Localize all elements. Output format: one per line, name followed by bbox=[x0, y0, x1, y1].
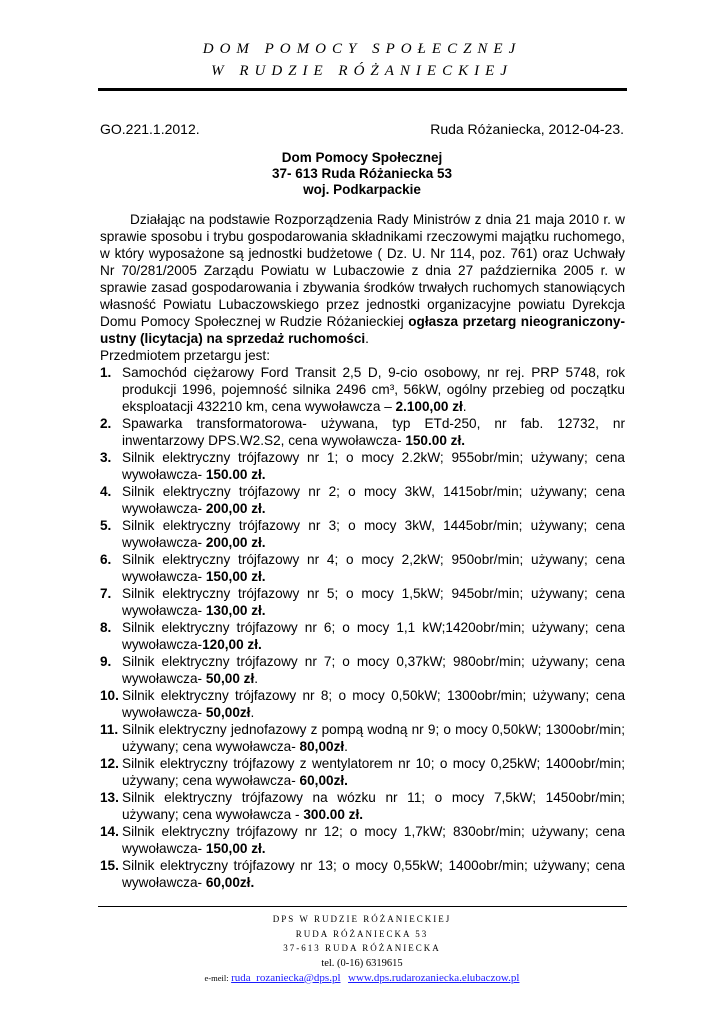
item-text: Spawarka transformatorowa- używana, typ ETd-250, nr fab. 12732, nr inwentarzowy DPS.W2.S2, cena wywoławcza- bbox=[122, 416, 625, 448]
intro-end: . bbox=[365, 331, 369, 346]
item-number: 4. bbox=[100, 484, 112, 499]
item-text: Samochód ciężarowy Ford Transit 2,5 D, 9-cio osobowy, nr rej. PRP 5748, rok produkcji 1996, pojemność silnika 2496 cm³, 56kW, ogólny przebieg od początku eksploatacji 432210 km, cena wywoławcza – bbox=[122, 365, 625, 414]
list-item bbox=[100, 619, 625, 653]
item-price: 50,00 zł bbox=[205, 671, 255, 686]
address-region: woj. Podkarpackie bbox=[303, 182, 421, 197]
list-item bbox=[100, 653, 625, 687]
list-item bbox=[100, 551, 625, 585]
item-price: 120,00 zł. bbox=[202, 637, 262, 652]
item-price: 80,00zł bbox=[299, 739, 345, 754]
item-text: Silnik elektryczny trójfazowy nr 1; o mocy 2.2kW; 955obr/min; używany; cena wywoławcza- bbox=[122, 450, 625, 482]
letterhead bbox=[0, 38, 724, 82]
letterhead-line2: W RUDZIE RÓŻANIECKIEJ bbox=[211, 63, 513, 79]
address-name: Dom Pomocy Społecznej bbox=[281, 150, 443, 165]
item-price: 150,00 zł. bbox=[205, 841, 266, 856]
list-item bbox=[100, 449, 625, 483]
intro-paragraph bbox=[100, 211, 625, 347]
items-list bbox=[100, 364, 625, 891]
item-text: Silnik elektryczny trójfazowy nr 3; o mocy 3kW, 1445obr/min; używany; cena wywoławcza- bbox=[122, 518, 625, 550]
item-price: 60,00zł. bbox=[205, 875, 255, 890]
item-text: Silnik elektryczny trójfazowy na wózku nr 11; o mocy 7,5kW; 1450obr/min; używany; cena wywoławcza - bbox=[122, 790, 625, 822]
list-item bbox=[100, 857, 625, 891]
list-item bbox=[100, 483, 625, 517]
item-text: Silnik elektryczny trójfazowy nr 13; o mocy 0,55kW; 1400obr/min; używany; cena wywoławcza- bbox=[122, 858, 625, 890]
item-price: 2.100,00 zł bbox=[395, 399, 463, 414]
item-price: 200,00 zł. bbox=[205, 535, 266, 550]
item-text: Silnik elektryczny trójfazowy nr 5; o mocy 1,5kW; 945obr/min; używany; cena wywoławcza- bbox=[122, 586, 625, 618]
item-number: 2. bbox=[100, 416, 112, 431]
item-text: Silnik elektryczny trójfazowy nr 2; o mocy 3kW, 1415obr/min; używany; cena wywoławcza- bbox=[122, 484, 625, 516]
item-number: 1. bbox=[100, 365, 112, 380]
item-price: 50,00zł bbox=[205, 705, 251, 720]
subject-label: Przedmiotem przetargu jest: bbox=[100, 348, 270, 363]
item-text: Silnik elektryczny trójfazowy nr 6; o mocy 1,1 kW;1420obr/min; używany; cena wywoławcza- bbox=[122, 620, 625, 652]
item-number: 11. bbox=[100, 722, 119, 737]
item-text: Silnik elektryczny trójfazowy nr 4; o mocy 2,2kW; 950obr/min; używany; cena wywoławcza- bbox=[122, 552, 625, 584]
list-item bbox=[100, 721, 625, 755]
footer-line3: 37-613 RUDA RÓŻANIECKA bbox=[283, 943, 441, 953]
reference-number: GO.221.1.2012. bbox=[100, 121, 200, 137]
item-text: Silnik elektryczny jednofazowy z pompą wodną nr 9; o mocy 0,50kW; 1300obr/min; używany; cena wywoławcza- bbox=[122, 722, 625, 754]
place-date: Ruda Różaniecka, 2012-04-23. bbox=[430, 121, 624, 137]
item-text: Silnik elektryczny trójfazowy z wentylatorem nr 10; o mocy 0,25kW; 1400obr/min; używany; cena wywoławcza- bbox=[122, 756, 625, 788]
list-item bbox=[100, 517, 625, 551]
item-number: 3. bbox=[100, 450, 112, 465]
list-item bbox=[100, 364, 625, 415]
intro-text: Działając na podstawie Rozporządzenia Rady Ministrów z dnia 21 maja 2010 r. w sprawie sposobu i trybu gospodarowania składnikami rzeczowymi majątku ruchomego, w który wyposażone są jednostki budżetowe ( Dz. U. Nr 114, poz. 761) oraz Uchwały Nr 70/281/2005 Zarządu Powiatu w Lubaczowie z dnia 27 października 2005 r. w sprawie zasad gospodarowania i zbywania środków trwałych ruchomych stanowiących własność Powiatu Lubaczowskiego przez jednostki organizacyjne powiatu Dyrekcja Domu Pomocy Społecznej w Rudzie Różanieckiej bbox=[100, 212, 625, 329]
website-link[interactable]: www.dps.rudarozaniecka.elubaczow.pl bbox=[348, 971, 520, 984]
item-tail: . bbox=[462, 399, 467, 414]
footer bbox=[0, 912, 724, 986]
item-price: 300.00 zł. bbox=[303, 807, 364, 822]
item-number: 6. bbox=[100, 552, 112, 567]
item-number: 10. bbox=[100, 688, 119, 703]
list-item bbox=[100, 415, 625, 449]
intro-bold: ogłasza przetarg nieograniczony- ustny (licytacja) na sprzedaż ruchomości bbox=[100, 314, 626, 346]
email-label: e-meil: bbox=[204, 972, 229, 983]
item-tail: . bbox=[254, 671, 259, 686]
list-item bbox=[100, 823, 625, 857]
item-number: 13. bbox=[100, 790, 119, 805]
item-number: 8. bbox=[100, 620, 112, 635]
item-text: Silnik elektryczny trójfazowy nr 7; o mocy 0,37kW; 980obr/min; używany; cena wywoławcza- bbox=[122, 654, 625, 686]
email-link[interactable]: ruda_rozaniecka@dps.pl bbox=[231, 971, 341, 984]
list-item bbox=[100, 687, 625, 721]
item-tail: . bbox=[344, 739, 348, 754]
item-number: 7. bbox=[100, 586, 112, 601]
item-number: 5. bbox=[100, 518, 112, 533]
list-item bbox=[100, 789, 625, 823]
announcement-body bbox=[100, 211, 625, 891]
header-rule bbox=[98, 88, 627, 91]
item-text: Silnik elektryczny trójfazowy nr 12; o mocy 1,7kW; 830obr/min; używany; cena wywoławcza- bbox=[122, 824, 625, 856]
item-number: 14. bbox=[100, 824, 119, 839]
item-price: 150.00 zł. bbox=[205, 467, 266, 482]
item-number: 9. bbox=[100, 654, 112, 669]
item-price: 150,00 zł. bbox=[205, 569, 266, 584]
footer-line2: RUDA RÓŻANIECKA 53 bbox=[295, 928, 429, 939]
letterhead-line1: DOM POMOCY SPOŁECZNEJ bbox=[202, 41, 522, 57]
item-price: 130,00 zł. bbox=[205, 603, 266, 618]
address-street: 37- 613 Ruda Różaniecka 53 bbox=[271, 166, 453, 181]
footer-contact bbox=[0, 971, 724, 986]
list-item bbox=[100, 755, 625, 789]
item-price: 200,00 zł. bbox=[205, 501, 266, 516]
item-number: 12. bbox=[100, 756, 119, 771]
item-tail: . bbox=[250, 705, 255, 720]
list-item bbox=[100, 585, 625, 619]
item-price: 150.00 zł. bbox=[405, 433, 466, 448]
item-number: 15. bbox=[100, 858, 119, 873]
footer-rule bbox=[98, 906, 627, 907]
footer-line1: DPS W RUDZIE RÓŻANIECKIEJ bbox=[272, 914, 452, 924]
recipient-address bbox=[100, 150, 624, 198]
item-price: 60,00zł. bbox=[299, 773, 348, 788]
footer-phone: tel. (0-16) 6319615 bbox=[321, 957, 403, 969]
item-text: Silnik elektryczny trójfazowy nr 8; o mocy 0,50kW; 1300obr/min; używany; cena wywoławcza- bbox=[122, 688, 625, 720]
